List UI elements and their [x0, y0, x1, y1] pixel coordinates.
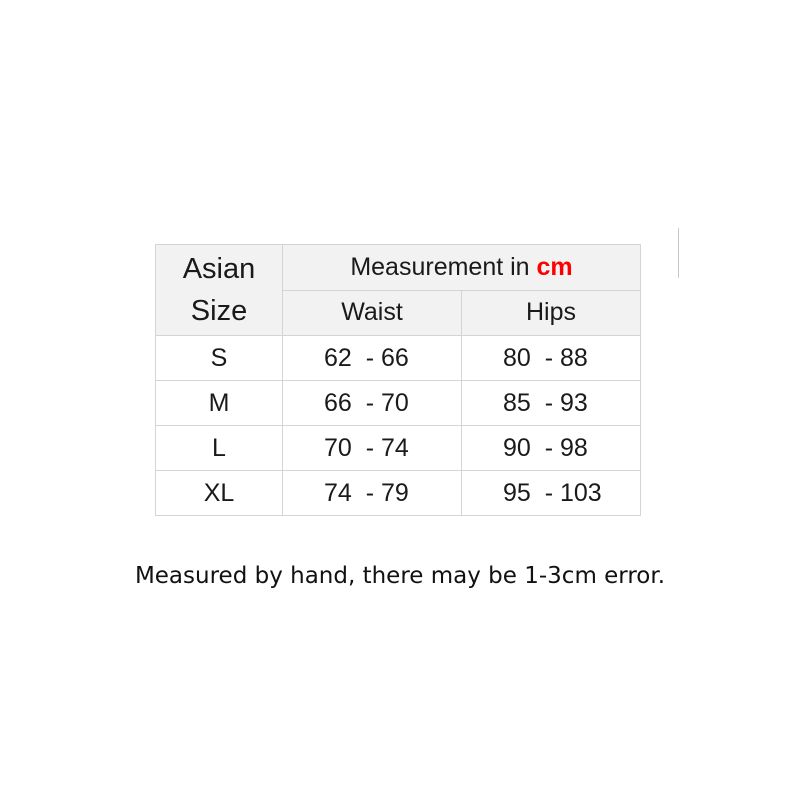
- measurement-unit: cm: [536, 252, 573, 281]
- table-row: [156, 426, 641, 471]
- waist-cell: 70 - 74: [283, 426, 462, 471]
- waist-header: Waist: [283, 291, 462, 336]
- table-row: [156, 471, 641, 516]
- table-row: [156, 381, 641, 426]
- waist-cell: 66 - 70: [283, 381, 462, 426]
- size-cell: XL: [156, 471, 283, 516]
- measurement-header-prefix: Measurement in: [350, 252, 537, 281]
- size-cell: S: [156, 336, 283, 381]
- waist-cell: 62 - 66: [283, 336, 462, 381]
- size-cell: M: [156, 381, 283, 426]
- size-chart-table: [155, 244, 641, 516]
- waist-cell: 74 - 79: [283, 471, 462, 516]
- asian-size-header-line2: Size: [190, 295, 248, 327]
- hips-cell: 90 - 98: [462, 426, 641, 471]
- table-row: [156, 336, 641, 381]
- hips-cell: 85 - 93: [462, 381, 641, 426]
- asian-size-header: [156, 245, 283, 336]
- measurement-note: Measured by hand, there may be 1-3cm error.: [134, 563, 666, 589]
- measurement-header: [283, 245, 641, 291]
- size-cell: L: [156, 426, 283, 471]
- table-header-row: [156, 245, 641, 291]
- hips-cell: 80 - 88: [462, 336, 641, 381]
- hips-header: Hips: [462, 291, 641, 336]
- hips-cell: 95 - 103: [462, 471, 641, 516]
- divider-line: [678, 228, 679, 278]
- asian-size-header-line1: Asian: [182, 253, 256, 285]
